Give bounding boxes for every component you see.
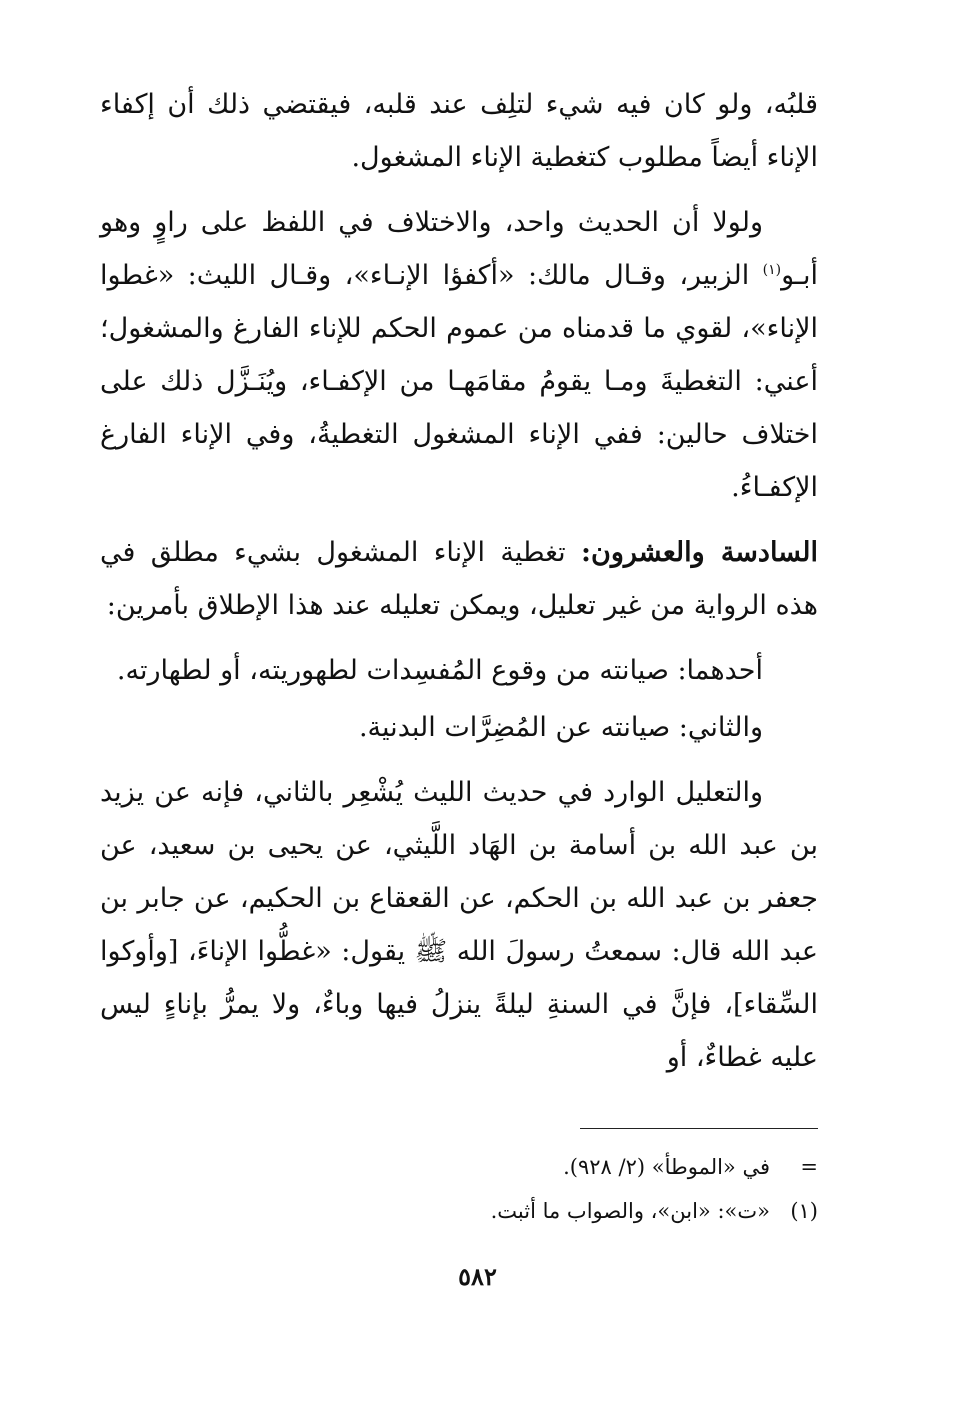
- paragraph-text: والثاني: صيانته عن المُضِرَّات البدنية.: [358, 712, 763, 743]
- paragraph-5: [100, 701, 818, 754]
- paragraph-3: [100, 526, 818, 632]
- paragraph-text: ولولا أن الحديث واحد، والاختلاف في اللفظ على راوٍ وهو أبـو: [100, 207, 818, 291]
- paragraph-4: [100, 644, 818, 697]
- footnote-mark: =: [800, 1155, 818, 1179]
- paragraph-text: والتعليل الوارد في حديث الليث يُشْعِر بالثاني، فإنه عن يزيد بن عبد الله بن أسامة بن الهَاد اللَّيثي، عن يحيى بن سعيد، عن جعفر بن عبد الله بن الحكم، عن القعقاع بن الحكيم، عن جابر بن عبد الله قال: سمعتُ رسولَ الله ﷺ يقول: «غطُّوا الإناءَ، [وأوكوا السِّقاء]، فإنَّ في السنةِ ليلةً ينزلُ فيها وباءٌ، ولا يمرُّ بإناءٍ ليس عليه غطاءٌ، أو: [100, 777, 818, 1073]
- footnotes: [100, 1145, 818, 1233]
- page-number: ٥٨٢: [458, 1262, 497, 1291]
- paragraph-2: [100, 196, 818, 514]
- paragraph-6: [100, 766, 818, 1084]
- footnote-mark: (١): [790, 1199, 818, 1223]
- paragraph-text: قلبُه، ولو كان فيه شيء لتلِف عند قلبه، فيقتضي ذلك أن إكفاء الإناء أيضاً مطلوب كتغطية الإناء المشغول.: [100, 89, 818, 173]
- footnote-text: في «الموطأ» (٢/ ٩٢٨).: [563, 1155, 770, 1179]
- footnote-text: «ت»: «ابن»، والصواب ما أثبت.: [490, 1199, 770, 1223]
- footnote-reference: (١): [762, 262, 782, 278]
- paragraph-1: [100, 78, 818, 184]
- section-heading: السادسة والعشرون:: [581, 537, 818, 568]
- main-text: [100, 78, 818, 1096]
- footnote-continuation: [100, 1145, 818, 1189]
- paragraph-text: تغطية الإناء المشغول بشيء مطلق في هذه الرواية من غير تعليل، ويمكن تعليله عند هذا الإطلاق بأمرين:: [100, 537, 818, 621]
- paragraph-text: أحدهما: صيانته من وقوع المُفسِدات لطهوريته، أو لطهارته.: [116, 655, 763, 686]
- paragraph-text: الزبير، وقـال مالك: «أكفؤا الإنـاء»، وقـال الليث: «غطوا الإناء»، لقوي ما قدمناه من عموم الحكم للإناء الفارغ والمشغول؛ أعني: التغطيةَ ومـا يقومُ مقامَهـا من الإكفـاء، ويُنَـزَّل ذلك على اختلاف حالين: ففي الإناء المشغول التغطيةُ، وفي الإناء الفارغ الإكفـاءُ.: [100, 260, 818, 503]
- footnote-1: [100, 1189, 818, 1233]
- footnote-separator: [580, 1128, 818, 1129]
